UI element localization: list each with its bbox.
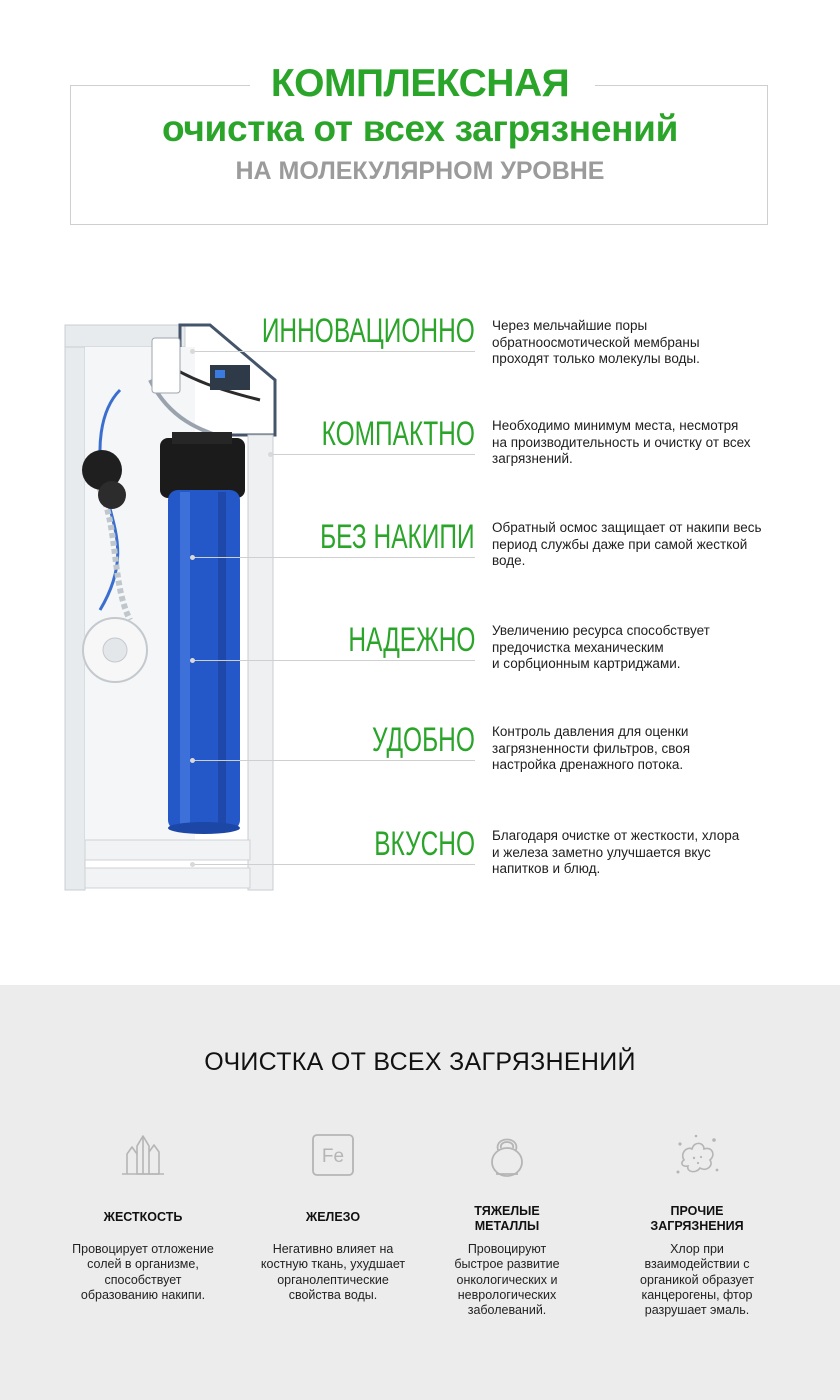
feature-dot — [190, 349, 195, 354]
feature-desc-convenient: Контроль давления для оценки загрязненности фильтров, своя настройка дренажного потока. — [492, 724, 691, 772]
feature-connector — [192, 864, 475, 865]
contaminant-title: ЖЕСТКОСТЬ — [103, 1210, 183, 1224]
kettlebell-icon — [482, 1130, 532, 1180]
feature-connector — [192, 660, 475, 661]
iron-fe-icon — [308, 1130, 358, 1180]
feature-dot — [190, 658, 195, 663]
contaminants-section — [0, 985, 840, 1400]
feature-dot — [190, 758, 195, 763]
feature-title-tasty: ВКУСНО — [374, 825, 475, 863]
feature-desc-reliable: Увеличению ресурса способствует предочистка механическим и сорбционным картриджами. — [492, 623, 710, 671]
contaminants-title: ОЧИСТКА ОТ ВСЕХ ЗАГРЯЗНЕНИЙ — [204, 1048, 636, 1076]
feature-dot — [190, 862, 195, 867]
contaminant-title: ЖЕЛЕЗО — [305, 1210, 361, 1224]
hero-caption: НА МОЛЕКУЛЯРНОМ УРОВНЕ — [235, 157, 605, 185]
feature-desc-innovative: Через мельчайшие поры обратноосмотической мембраны проходят только молекулы воды. — [492, 318, 700, 366]
feature-title-innovative: ИННОВАЦИОННО — [262, 312, 475, 350]
contaminant-desc: Провоцирует отложение солей в организме, способствует образованию накипи. — [72, 1242, 214, 1302]
crystals-icon — [118, 1130, 168, 1180]
feature-title-no-scale: БЕЗ НАКИПИ — [320, 518, 475, 556]
feature-desc-no-scale: Обратный осмос защищает от накипи весь период службы даже при самой жесткой воде. — [492, 520, 762, 568]
feature-connector — [192, 557, 475, 558]
feature-desc-compact: Необходимо минимум места, несмотря на производительность и очистку от всех загрязнений. — [492, 418, 751, 466]
feature-dot — [268, 452, 273, 457]
feature-title-reliable: НАДЕЖНО — [347, 621, 475, 659]
contaminant-desc: Провоцируют быстрое развитие онкологических и неврологических заболеваний. — [454, 1242, 560, 1318]
svg-text:Fe: Fe — [321, 1146, 345, 1167]
feature-connector — [192, 760, 475, 761]
contaminant-desc: Хлор при взаимодействии с органикой образует канцерогены, фтор разрушает эмаль. — [640, 1242, 754, 1318]
contaminant-desc: Негативно влияет на костную ткань, ухудшает органолептические свойства воды. — [260, 1242, 406, 1302]
feature-connector — [192, 351, 475, 352]
contaminant-title: ТЯЖЕЛЫЕ МЕТАЛЛЫ — [474, 1204, 540, 1233]
water-filter-illustration — [60, 320, 285, 900]
feature-desc-tasty: Благодаря очистке от жесткости, хлора и железа заметно улучшается вкус напитков и блюд. — [492, 828, 740, 876]
feature-title-compact: КОМПАКТНО — [321, 415, 475, 453]
dirt-splash-icon — [672, 1130, 722, 1180]
contaminant-title: ПРОЧИЕ ЗАГРЯЗНЕНИЯ — [650, 1204, 744, 1233]
feature-dot — [190, 555, 195, 560]
hero-subtitle: очистка от всех загрязнений — [161, 108, 679, 149]
feature-connector — [270, 454, 475, 455]
feature-title-convenient: УДОБНО — [372, 721, 475, 759]
hero-title: КОМПЛЕКСНАЯ — [270, 62, 570, 105]
